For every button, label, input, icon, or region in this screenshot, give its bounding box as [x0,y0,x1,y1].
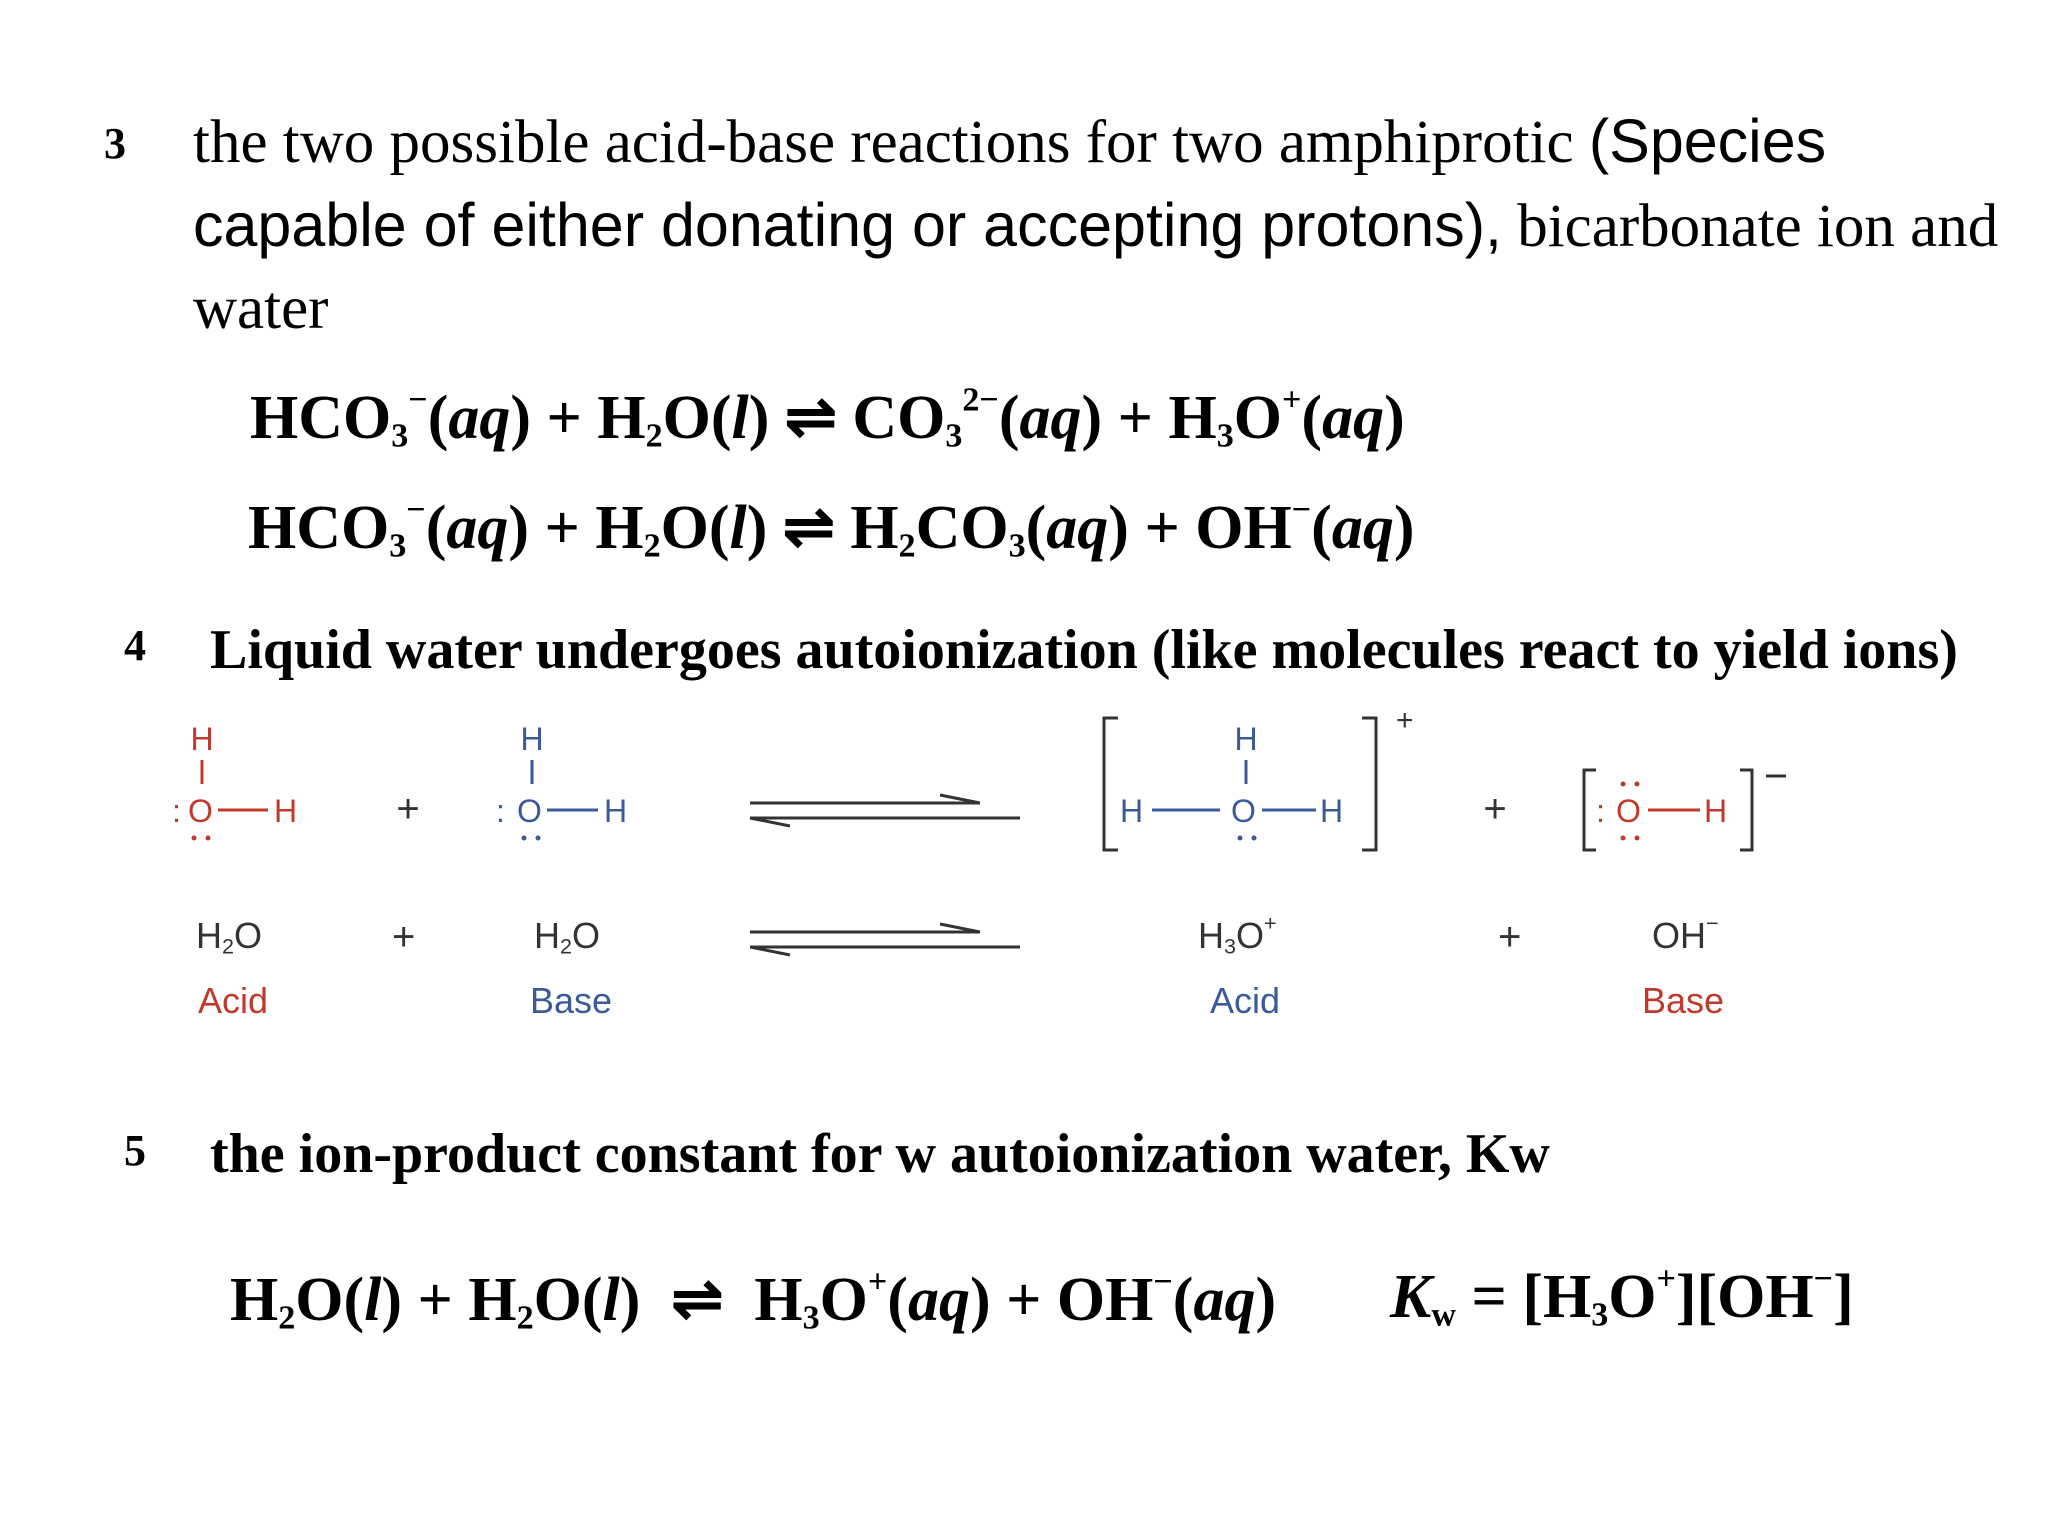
equation-water-autoionization: $H_2O(l) + H_2O(l)$ ⇌ $H_3O^+(aq) + OH^-(aq)$ [230,1263,1277,1337]
svg-text::: : [1596,793,1605,829]
svg-text:H: H [520,721,544,757]
item-5-heading: the ion-product constant for w autoionization water, Kw [210,1123,1550,1185]
plus-sign-2: + [1498,915,1522,959]
item-3-text-part2-species: (Species capable of either donating or accepting protons), [193,107,1827,259]
autoionization-lewis-diagram [150,700,1910,880]
equation-bicarbonate-acid: $HCO_3^-(aq) + H_2O(l)$ ⇌ $CO_3^{2-}(aq) + H_3O^+(aq)$ [250,381,1405,455]
plus-sign-1: + [392,915,416,959]
formula-oh-minus: OH− [1652,910,1719,956]
svg-text:O: O [188,793,213,829]
water-molecule-base [496,721,627,841]
role-label-acid-2: Acid [1210,980,1281,1021]
water-molecule-acid [172,721,297,841]
hydronium-ion-structure [1104,704,1414,850]
svg-text::: : [172,793,181,829]
equilibrium-arrows-1 [750,795,1020,826]
role-label-acid-1: Acid [198,980,269,1021]
item-3-text [193,100,2023,350]
equation-bicarbonate-base: $HCO_3^-(aq) + H_2O(l)$ ⇌ $H_2CO_3(aq) + OH^-(aq)$ [248,491,1415,565]
role-label-base-2: Base [1642,980,1725,1021]
svg-text:H: H [1120,793,1144,829]
svg-text:H: H [1320,793,1344,829]
svg-text:H: H [1234,721,1258,757]
svg-text:O: O [517,793,542,829]
item-3-text-part1: the two possible acid-base reactions for two amphiprotic [193,109,1574,176]
formula-h3o-plus: $H_3O^+$ [1198,910,1277,959]
svg-text:O: O [1616,793,1641,829]
equation-kw-expression: $K_w = [H_3O^+][OH^-]$ [1390,1260,1854,1334]
svg-text:H: H [1704,793,1728,829]
item-3-text-part3: bicarbonate ion and water [193,193,1999,342]
svg-text:H: H [274,793,298,829]
svg-text::: : [496,793,505,829]
item-number-3: 3 [104,119,126,168]
svg-text:H: H [190,721,214,757]
hydroxide-ion-structure [1584,770,1786,850]
svg-text:+: + [1483,787,1507,831]
item-number-4: 4 [124,621,146,670]
formula-h2o-acid: $H_2O$ [196,915,263,959]
svg-text:H: H [604,793,628,829]
svg-text:+: + [396,787,420,831]
equilibrium-arrows-2 [750,918,1030,958]
role-label-base-1: Base [530,980,613,1021]
item-number-5: 5 [124,1126,146,1175]
svg-text:O: O [1231,793,1256,829]
svg-text:+: + [1396,704,1414,737]
formula-h2o-base: $H_2O$ [534,915,601,959]
item-4-heading: Liquid water undergoes autoionization (like molecules react to yield ions) [210,619,1958,681]
